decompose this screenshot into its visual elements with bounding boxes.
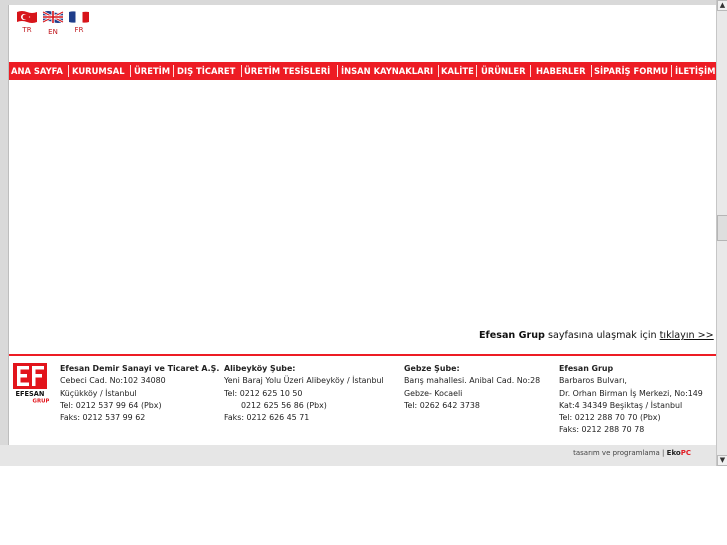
france-flag-icon	[68, 10, 90, 24]
nav-uretim-tesisleri[interactable]: ÜRETİM TESİSLERİ	[244, 66, 331, 76]
nav-divider	[476, 65, 477, 77]
nav-dis-ticaret[interactable]: DIŞ TİCARET	[177, 66, 236, 76]
gebze-line: Barış mahallesi. Anibal Cad. No:28	[404, 376, 541, 386]
grup-title: Efesan Grup	[559, 364, 614, 373]
credit-brand-eko[interactable]: Eko	[666, 449, 681, 457]
credit-text: tasarım ve programlama |	[573, 449, 665, 457]
grup-line: Barbaros Bulvarı,	[559, 376, 627, 386]
grup-line: Dr. Orhan Birman İş Merkezi, No:149	[559, 388, 703, 398]
nav-divider	[530, 65, 531, 77]
scrollbar-thumb[interactable]	[717, 215, 727, 241]
lang-tr-button[interactable]	[16, 10, 42, 38]
group-brand: Efesan Grup	[479, 330, 545, 341]
hq-line: Faks: 0212 537 99 62	[60, 413, 146, 423]
nav-kurumsal[interactable]: KURUMSAL	[72, 66, 125, 76]
footer-divider	[9, 354, 716, 356]
nav-ana-sayfa[interactable]: ANA SAYFA	[11, 66, 63, 76]
alibeykoy-line: Yeni Baraj Yolu Üzeri Alibeyköy / İstanbul	[224, 376, 384, 386]
uk-flag-icon	[42, 10, 64, 24]
alibeykoy-line: Faks: 0212 626 45 71	[224, 413, 310, 423]
nav-divider	[68, 65, 69, 77]
scroll-down-icon[interactable]: ▼	[717, 455, 727, 466]
turkey-flag-icon	[16, 10, 38, 24]
nav-divider	[130, 65, 131, 77]
lang-en-label: EN	[48, 28, 58, 36]
main-nav	[9, 62, 716, 80]
group-link-text: sayfasına ulaşmak için	[544, 330, 660, 341]
alibeykoy-line: 0212 625 56 86 (Pbx)	[241, 400, 327, 410]
footer-alibeykoy	[224, 363, 384, 424]
nav-divider	[671, 65, 672, 77]
nav-divider	[337, 65, 338, 77]
hq-line: Tel: 0212 537 99 64 (Pbx)	[60, 400, 162, 410]
nav-divider	[173, 65, 174, 77]
efesan-logo	[13, 363, 49, 403]
vertical-scrollbar[interactable]	[716, 0, 727, 466]
footer-grup	[559, 363, 703, 437]
credit-brand-pc[interactable]: PC	[680, 449, 691, 457]
logo-text-efesan: EFESAN	[15, 390, 45, 398]
hq-line: Cebeci Cad. No:102 34080	[60, 376, 166, 386]
page-container	[8, 5, 717, 445]
footer-gebze	[404, 363, 540, 412]
nav-haberler[interactable]: HABERLER	[536, 66, 586, 76]
nav-uretim[interactable]: ÜRETİM	[134, 66, 171, 76]
lang-tr-label: TR	[22, 26, 32, 34]
grup-line: Tel: 0212 288 70 70 (Pbx)	[559, 413, 661, 423]
gebze-line: Gebze- Kocaeli	[404, 388, 463, 398]
grup-line: Faks: 0212 288 70 78	[559, 425, 645, 435]
nav-siparis-formu[interactable]: SİPARİŞ FORMU	[594, 66, 668, 76]
gebze-line: Tel: 0262 642 3738	[404, 400, 480, 410]
alibeykoy-line: Tel: 0212 625 10 50	[224, 388, 303, 398]
footer-hq	[60, 363, 219, 424]
alibeykoy-title: Alibeyköy Şube:	[224, 364, 296, 373]
nav-iletisim[interactable]: İLETİŞİM	[675, 66, 716, 76]
group-link-line	[479, 330, 714, 341]
nav-insan-kaynaklari[interactable]: İNSAN KAYNAKLARI	[341, 66, 434, 76]
hq-title: Efesan Demir Sanayi ve Ticaret A.Ş.	[60, 364, 220, 373]
nav-urunler[interactable]: ÜRÜNLER	[481, 66, 526, 76]
grup-line: Kat:4 34349 Beşiktaş / İstanbul	[559, 400, 683, 410]
nav-kalite[interactable]: KALİTE	[441, 66, 474, 76]
lang-en-button[interactable]	[42, 10, 68, 38]
gebze-title: Gebze Şube:	[404, 364, 460, 373]
hq-line: Küçükköy / İstanbul	[60, 388, 137, 398]
logo-text-grup: GRUP	[32, 398, 49, 403]
efesan-logo-mark	[13, 363, 49, 403]
lang-fr-label: FR	[74, 26, 84, 34]
group-link[interactable]: tıklayın >>	[659, 330, 714, 341]
scroll-up-icon[interactable]: ▲	[717, 0, 727, 11]
lang-fr-button[interactable]	[68, 10, 94, 38]
credit-line	[573, 449, 691, 457]
